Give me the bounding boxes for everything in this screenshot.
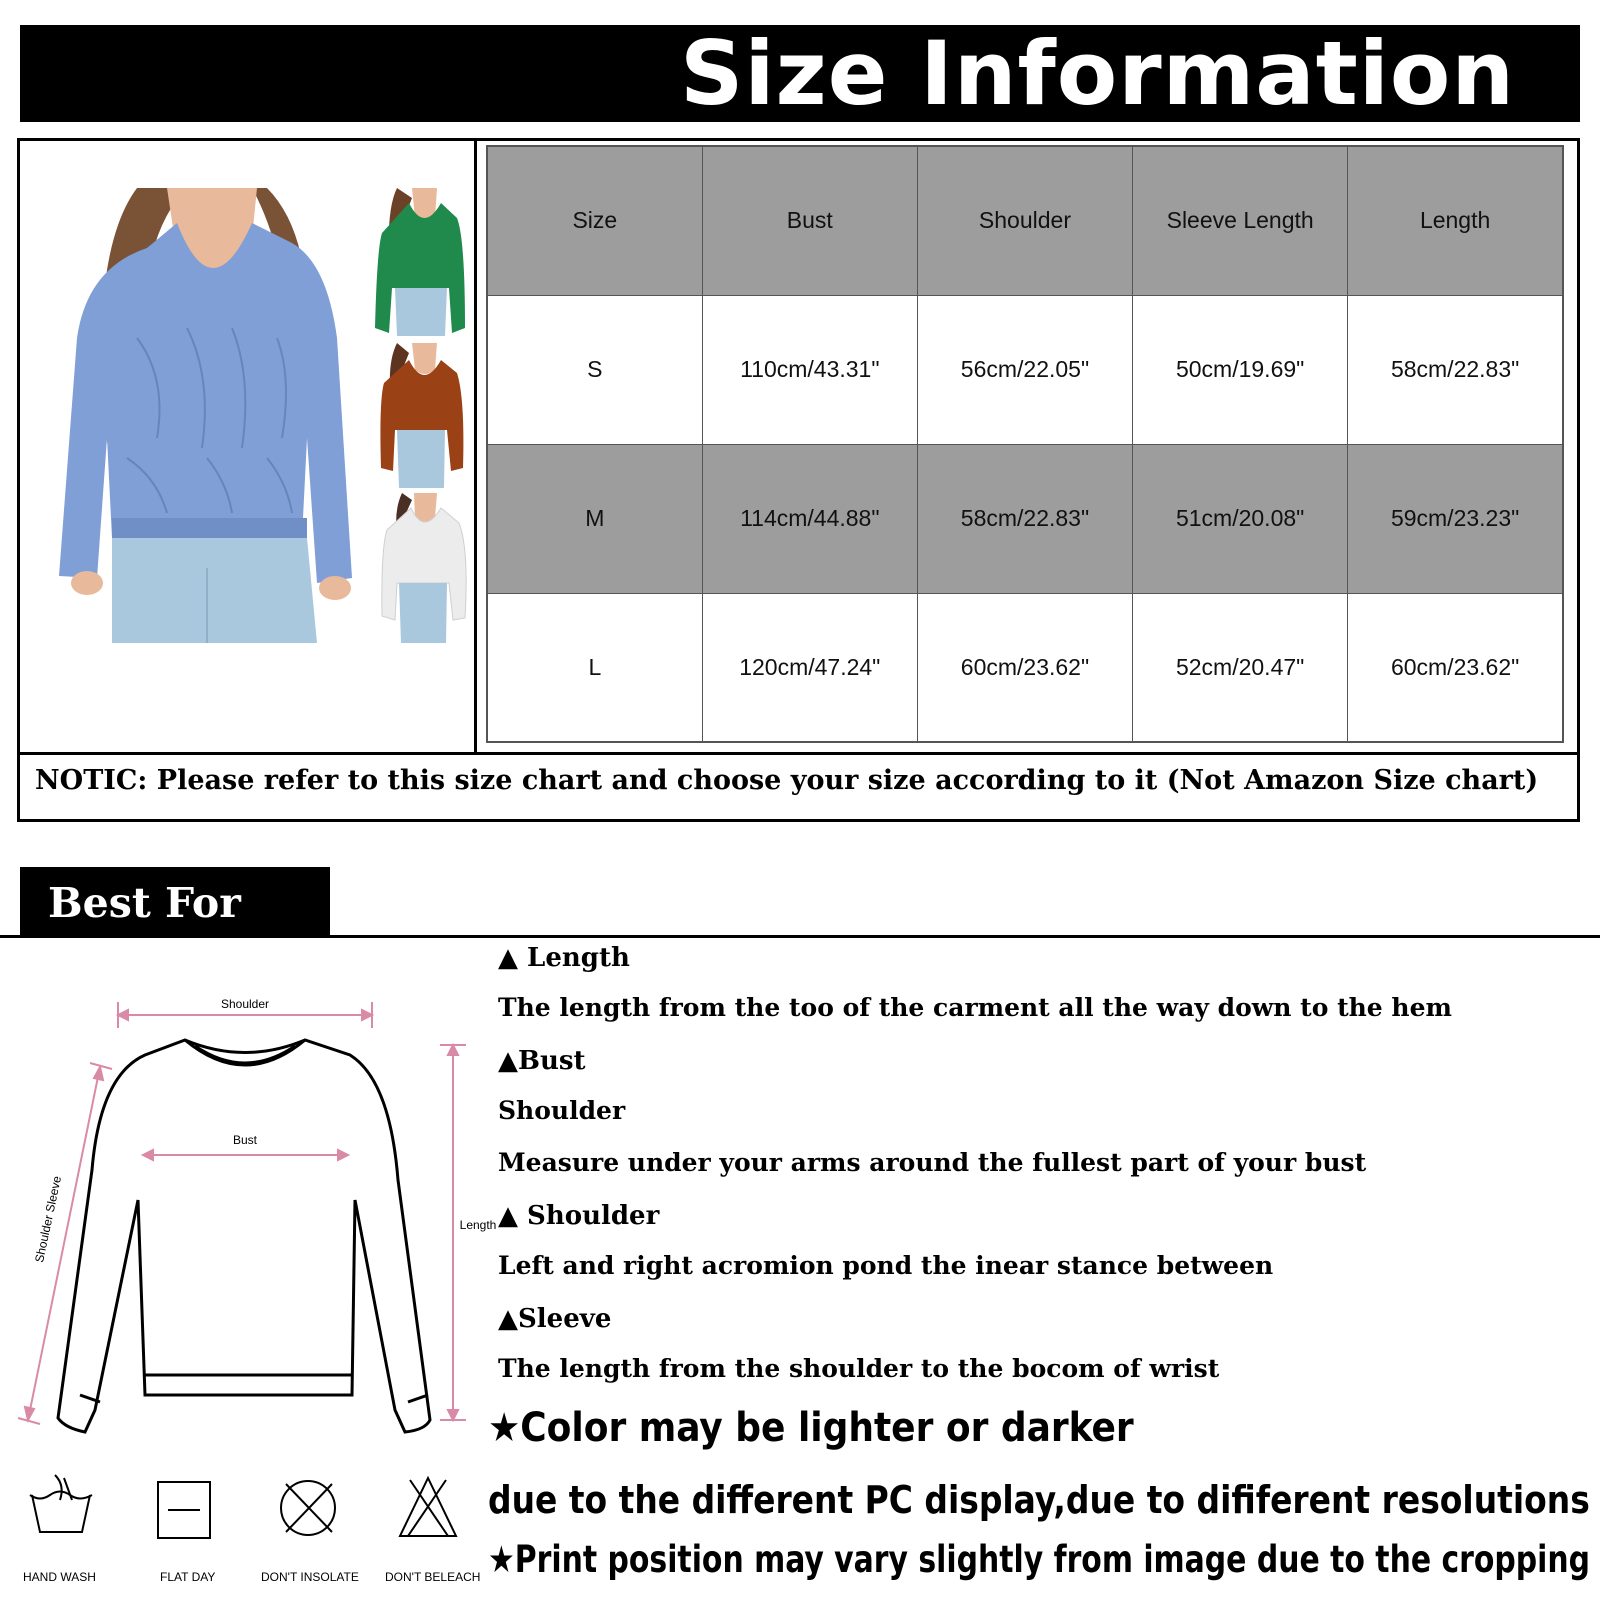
header-bust: Bust [702,146,917,295]
header-shoulder: Shoulder [917,146,1132,295]
sleeve-label: Shoulder Sleeve [32,1174,65,1264]
shoulder-desc: Left and right acromion pond the inear stance between [498,1251,1274,1280]
table-cell: 56cm/22.05" [917,295,1132,444]
color-note-line1: ★Color may be lighter or darker [488,1405,1134,1451]
table-cell: 60cm/23.62" [1348,593,1563,742]
print-note: ★Print position may vary slightly from image due to the cropping [488,1538,1591,1581]
dont-bleach-icon [400,1478,456,1536]
table-cell: 114cm/44.88" [702,444,917,593]
table-cell: 60cm/23.62" [917,593,1132,742]
bust-label: Bust [232,1133,258,1147]
table-cell: M [487,444,702,593]
section-divider [0,935,1600,938]
care-label-hand-wash: HAND WASH [23,1570,96,1584]
shoulder-label: Shoulder [220,997,270,1011]
table-cell: 59cm/23.23" [1348,444,1563,593]
care-label-dont-insolate: DON'T INSOLATE [261,1570,359,1584]
garment-diagram [0,940,497,1460]
hand-wash-icon [30,1475,92,1532]
flat-dry-icon [158,1482,210,1538]
table-row [487,444,1563,593]
table-row [487,593,1563,742]
header-length: Length [1348,146,1563,295]
product-photo-collage [17,138,477,754]
header-size: Size [487,146,702,295]
length-desc: The length from the too of the carment all the way down to the hem [498,993,1452,1022]
table-row [487,295,1563,444]
color-note-line2: due to the different PC display,due to dififerent resolutions [488,1478,1590,1522]
table-header-row [487,146,1563,295]
dont-insolate-icon [281,1481,335,1535]
header-sleeve-length: Sleeve Length [1133,146,1348,295]
care-label-flat-day: FLAT DAY [160,1570,216,1584]
table-cell: L [487,593,702,742]
product-photos [17,138,477,754]
bust-arrow [143,1150,348,1160]
sleeve-heading: ▲Sleeve [498,1304,612,1334]
sleeve-desc: The length from the shoulder to the bocom of wrist [498,1354,1220,1383]
page-title: Size Information [680,22,1516,125]
sweater-outline [58,1040,430,1432]
table-cell: 52cm/20.47" [1133,593,1348,742]
table-cell: 58cm/22.83" [1348,295,1563,444]
bust-sub: Shoulder [498,1096,626,1125]
length-label: Length [459,1218,497,1232]
notice-text: NOTIC: Please refer to this size chart and choose your size according to it (Not Amazon Size chart) [35,765,1539,796]
table-cell: 50cm/19.69" [1133,295,1348,444]
thumb-green [375,188,465,336]
shoulder-heading: ▲ Shoulder [498,1201,660,1231]
best-for-you-tab: Best For You [20,867,330,937]
thumb-white [382,493,466,643]
table-cell: 120cm/47.24" [702,593,917,742]
bust-desc: Measure under your arms around the fullest part of your bust [498,1148,1367,1177]
care-icons [20,1470,480,1545]
length-arrow [440,1045,466,1420]
table-cell: 51cm/20.08" [1133,444,1348,593]
bust-heading: ▲Bust [498,1046,586,1076]
size-table [486,145,1564,743]
table-cell: 110cm/43.31" [702,295,917,444]
length-heading: ▲ Length [498,943,630,973]
main-product-photo [59,188,357,643]
table-cell: S [487,295,702,444]
care-label-dont-bleach: DON'T BELEACH [385,1570,481,1584]
thumb-rust [380,343,463,488]
table-cell: 58cm/22.83" [917,444,1132,593]
